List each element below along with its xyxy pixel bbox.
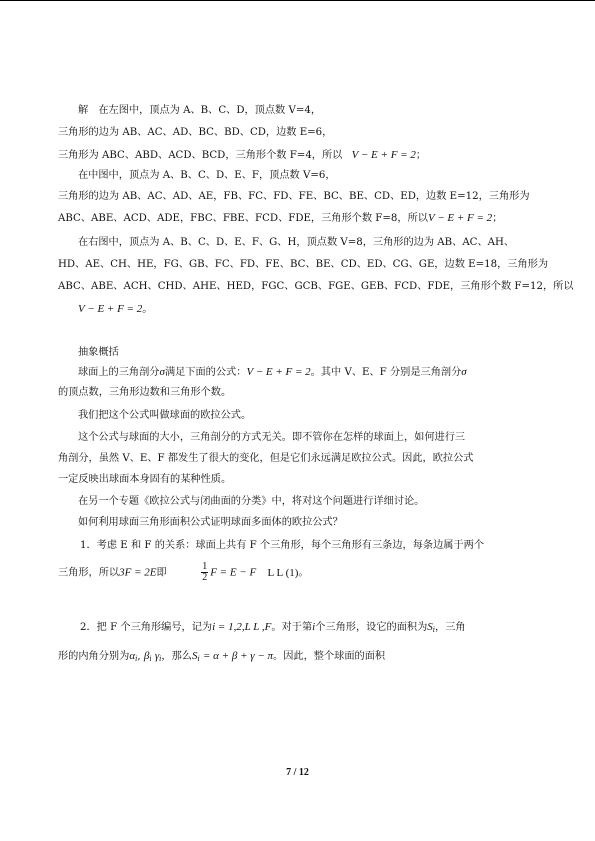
abstract-line-2: 的顶点数，三角形边数和三角形个数。 xyxy=(58,387,232,398)
p2-line-3-end: ； xyxy=(492,213,503,224)
abstract-line-1 xyxy=(78,365,578,380)
p3-line-4-end: 。 xyxy=(142,304,153,315)
abstract-line-1-text-c: 。其中 V、E、F 分别是三角剖分 xyxy=(310,367,462,378)
beta-subscript: i xyxy=(149,655,152,663)
header-rule xyxy=(0,0,595,1)
area-formula: = α + β + γ − π xyxy=(202,650,274,662)
index-i: i xyxy=(312,621,316,633)
abstract-line-4: 这个公式与球面的大小，三角剖分的方式无关。即不管你在怎样的球面上，如何进行三 xyxy=(78,432,466,443)
page-number: 7 / 12 xyxy=(286,767,309,778)
step2-line-2-text: 形的内角分别为 xyxy=(58,651,130,662)
alpha-subscript: i xyxy=(135,655,138,663)
step1-line-2 xyxy=(58,562,558,583)
area-symbol: S xyxy=(427,621,433,633)
p1-line-3 xyxy=(58,148,558,163)
p2-line-1: 在中图中，顶点为 A、B、C、D、E、F，顶点数 V=6， xyxy=(78,170,336,181)
step2-line-1 xyxy=(80,620,580,637)
sigma-symbol: σ xyxy=(159,366,165,378)
fraction-numerator: 1 xyxy=(202,561,208,572)
p2-line-3-text: ABC、ABE、ACD、ADE，FBC、FBE、FCD、FDE，三角形个数 F=8，所以 xyxy=(58,213,428,224)
step1-line-2-end: 。 xyxy=(298,567,309,579)
step1-line-1: 1．考虑 E 和 F 的关系：球面上共有 F 个三角形，每个三角形有三条边，每条边属于两个 xyxy=(80,540,485,551)
euler-formula: V − E + F = 2 xyxy=(351,149,416,161)
abstract-line-1-text: 球面上的三角剖分 xyxy=(78,367,160,378)
p1-line-1: 解 在左图中，顶点为 A、B、C、D，顶点数 V=4， xyxy=(78,105,322,116)
p2-line-2: 三角形的边为 AB、AC、AD、AE，FB、FC、FD、FE、BC、BE、CD、ED，边数 E=12，三角形为 xyxy=(58,191,530,202)
area-symbol: S xyxy=(191,650,198,662)
step2-line-1-text-d: ，三角 xyxy=(435,622,466,633)
euler-formula: V − E + F = 2 xyxy=(78,303,143,315)
step2-line-2-text-c: 。因此，整个球面的面积 xyxy=(273,651,386,662)
p1-line-2: 三角形的边为 AB、AC、AD、BC、BD、CD，边数 E=6， xyxy=(58,127,333,138)
euler-formula: V − E + F = 2 xyxy=(427,212,493,224)
gamma-subscript: i xyxy=(159,655,162,663)
sigma-symbol: σ xyxy=(461,366,467,378)
relation-formula: 3F = 2E xyxy=(119,566,157,579)
beta-symbol: β xyxy=(143,650,150,662)
section-heading: 抽象概括 xyxy=(78,347,119,358)
euler-formula: V − E + F = 2 xyxy=(246,366,311,378)
step2-line-1-text: 2．把 F 个三角形编号，记为 xyxy=(80,622,213,633)
alpha-symbol: α xyxy=(129,650,136,662)
p3-line-1: 在右图中，顶点为 A、B、C、D、E、F、G、H，顶点数 V=8，三角形的边为 AB、AC、AH、 xyxy=(78,237,515,248)
p1-line-3-text: 三角形为 ABC、ABD、ACD、BCD，三角形个数 F=4，所以 xyxy=(58,150,343,161)
p3-line-3: ABC、ABE、ACH、CHD、AHE、HED，FGC、GCB、FGE、GEB、FCD、FDE，三角形个数 F=12，所以 xyxy=(58,281,574,292)
abstract-line-3: 我们把这个公式叫做球面的欧拉公式。 xyxy=(78,410,252,421)
step1-line-2-text-b: 即 xyxy=(156,567,167,579)
index-range: i = 1,2,L L ,F xyxy=(212,621,272,633)
fraction xyxy=(201,562,208,583)
step1-line-2-text: 三角形，所以 xyxy=(58,567,120,579)
step2-line-2: 形的内角分别为$\alpha_i$, $\beta_i$ $\gamma_i$，那么$S_i = \alpha + \beta + \gamma - \pi$。因此，整个球面的面积 xyxy=(58,650,386,663)
p2-line-3 xyxy=(58,211,558,226)
p3-line-4 xyxy=(78,302,578,317)
abstract-line-6: 一定反映出球面本身固有的某种性质。 xyxy=(58,474,232,485)
abstract-line-7: 在另一个专题《欧拉公式与闭曲面的分类》中，将对这个问题进行详细讨论。 xyxy=(78,496,425,507)
equation-1-label: L L (1) xyxy=(267,566,299,579)
area-subscript: i xyxy=(432,626,436,634)
step2-line-1-text-c: 个三角形，设它的面积为 xyxy=(315,622,428,633)
step2-line-1-text-b: 。对于第 xyxy=(271,622,313,633)
step2-line-2-text-b: ，那么 xyxy=(161,651,192,662)
equation-1: F = E − F xyxy=(210,566,257,579)
abstract-line-5: 角剖分，虽然 V、E、F 都发生了很大的变化，但是它们永远满足欧拉公式。因此，欧拉公式 xyxy=(58,453,474,464)
p3-line-2: HD、AE、CH、HE，FG、GB、FC、FD、FE、BC、BE、CD、ED、CG、GE，边数 E=18，三角形为 xyxy=(58,259,549,270)
abstract-line-1-text-b: 满足下面的公式： xyxy=(164,367,247,378)
abstract-line-8: 如何利用球面三角形面积公式证明球面多面体的欧拉公式？ xyxy=(78,517,343,528)
p1-line-3-end: ； xyxy=(415,150,427,161)
area-subscript: i xyxy=(197,655,200,663)
fraction-denominator: 2 xyxy=(202,572,208,583)
gamma-symbol: γ xyxy=(154,650,160,662)
